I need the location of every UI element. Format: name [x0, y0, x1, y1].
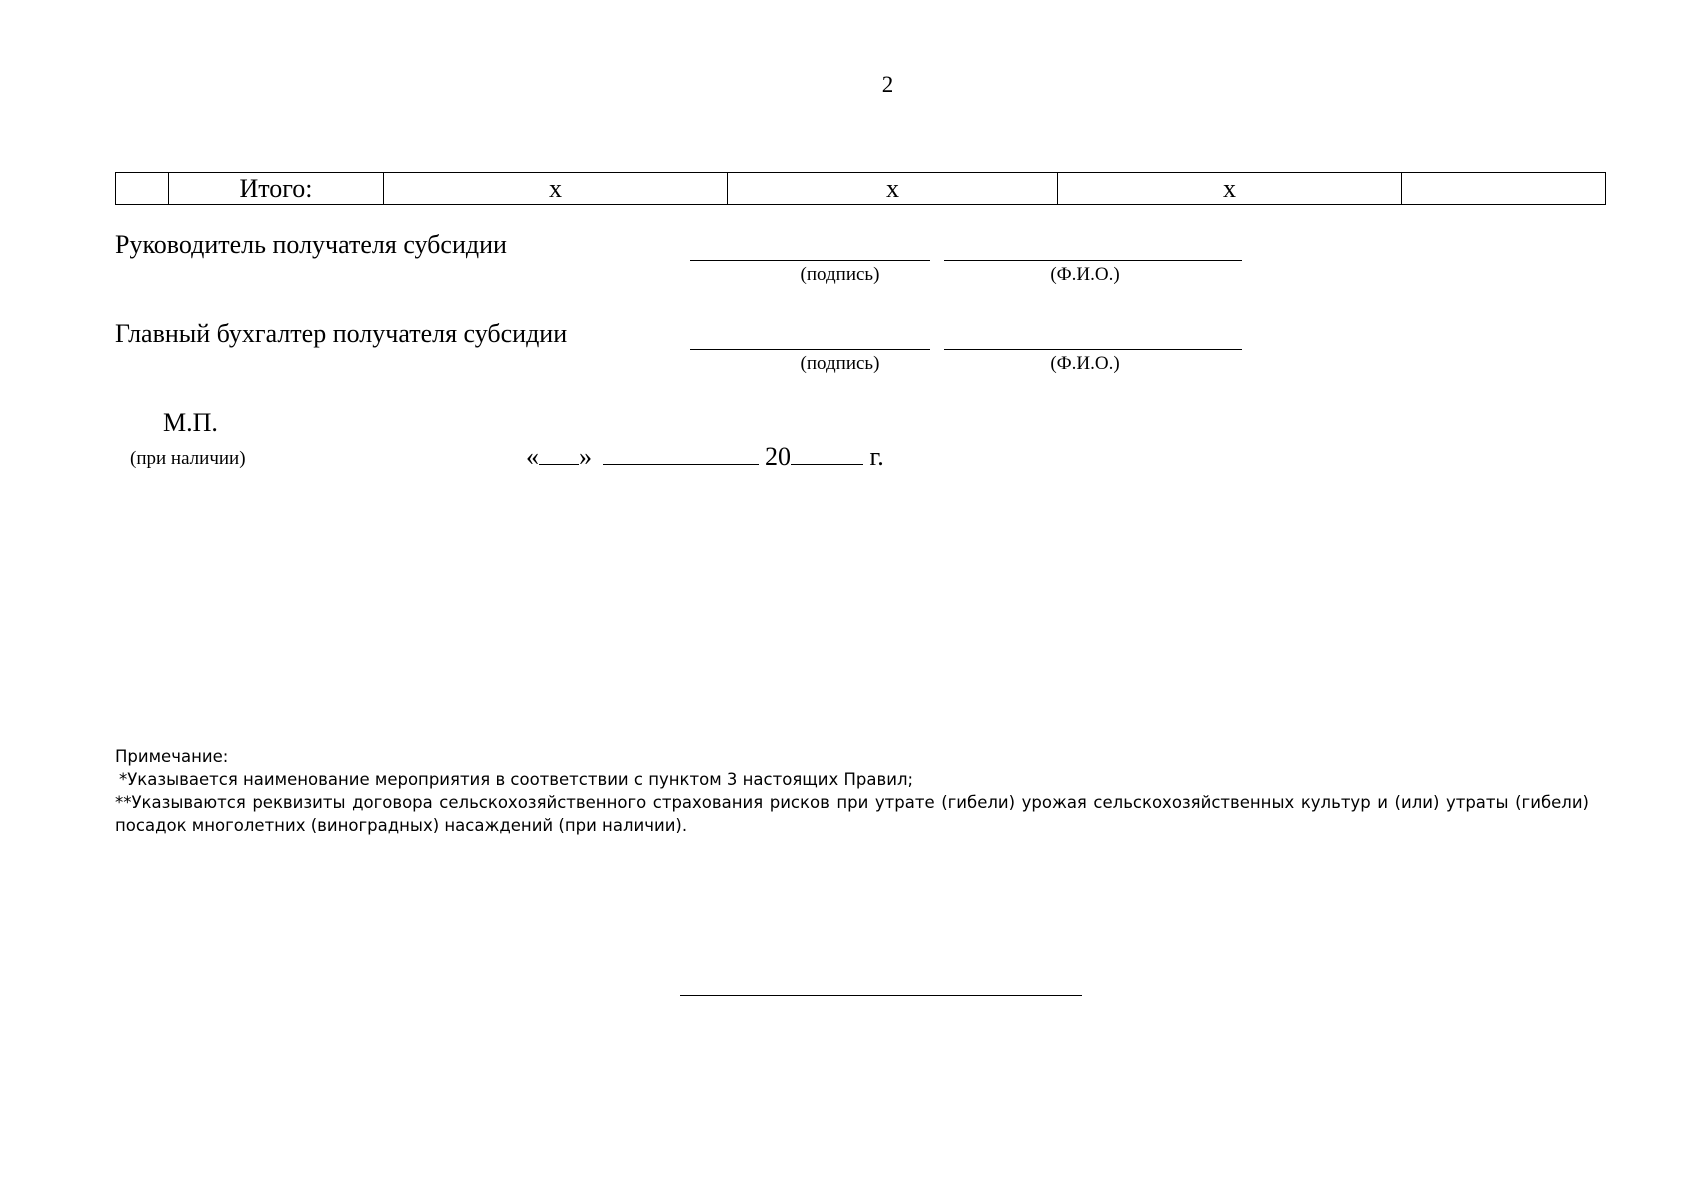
head-name-line: [944, 260, 1242, 261]
accountant-signature-line: [690, 349, 930, 350]
date-close-quote: »: [579, 442, 592, 471]
total-table: [115, 172, 1606, 205]
total-cell-x-1: х: [384, 173, 728, 205]
stamp-label: М.П.: [163, 408, 218, 437]
accountant-signature-caption: (подпись): [800, 353, 880, 374]
total-cell-index: [116, 173, 169, 205]
total-row: [116, 173, 1606, 205]
total-cell-last: [1402, 173, 1606, 205]
head-signature-label: Руководитель получателя субсидии: [115, 230, 507, 259]
note-item-2: **Указываются реквизиты договора сельскохозяйственного страхования рисков при утрате (гибели) урожая сельскохозяйственных культур и (или) утраты (гибели) посадок многолетних (виноградных) насаждений (при наличии).: [115, 793, 1589, 835]
date-day-blank: [539, 440, 579, 465]
date-year-blank: [791, 440, 863, 465]
total-cell-x-2: х: [728, 173, 1058, 205]
notes-section: [115, 745, 1589, 837]
date-year-suffix: г.: [869, 442, 884, 471]
accountant-name-caption: (Ф.И.О.): [1050, 353, 1120, 374]
head-signature-line: [690, 260, 930, 261]
total-cell-x-3: х: [1058, 173, 1402, 205]
accountant-signature-label: Главный бухгалтер получателя субсидии: [115, 319, 568, 348]
stamp-note: (при наличии): [130, 448, 246, 469]
date-open-quote: «: [526, 442, 539, 471]
total-label-cell: Итого:: [169, 173, 384, 205]
date-month-blank: [603, 440, 759, 465]
notes-title: Примечание:: [115, 747, 229, 766]
head-signature-caption: (подпись): [800, 264, 880, 285]
note-item-1: *Указывается наименование мероприятия в соответствии с пунктом 3 настоящих Правил;: [119, 770, 914, 789]
head-name-caption: (Ф.И.О.): [1050, 264, 1120, 285]
end-separator-line: [680, 995, 1082, 996]
date-year-prefix: 20: [765, 442, 791, 471]
date-field: [526, 440, 884, 472]
page-number: 2: [881, 72, 894, 97]
accountant-name-line: [944, 349, 1242, 350]
